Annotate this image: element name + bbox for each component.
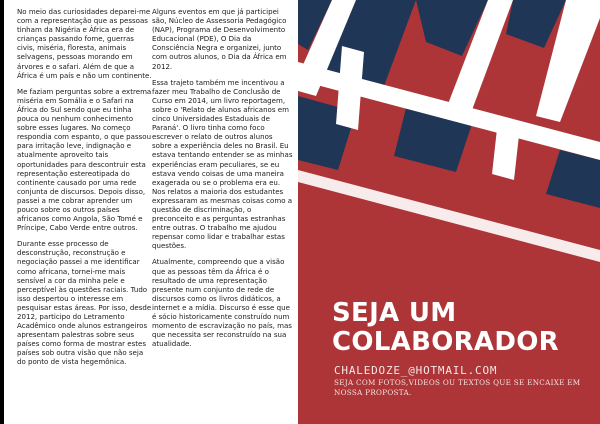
paragraph: Durante esse processo de desconstrução, reconstrução e negociação passei a me identificar como africana, tornei-me mais sensível a cor da minha pele e perceptível às questões raciais. Tudo isso despertou o interesse em pesquisar estas áreas. Por isso, desde 2012, participo do Letramento Acadêmico onde alunos estrangeiros apresentam palestras sobre seus países como forma de mostrar estes países sob outra visão que não seja do ponto de vista hegemônica. (17, 239, 152, 367)
collaborator-poster (298, 0, 600, 424)
poster-headline (332, 299, 600, 357)
poster-tagline: SEJA COM FOTOS,VIDEOS OU TEXTOS QUE SE ENCAIXE EM NOSSA PROPOSTA. (334, 378, 581, 397)
headline-line-1: SEJA UM (332, 298, 457, 328)
left-edge-bar (0, 0, 4, 424)
paragraph: No meio das curiosidades deparei-me com a representação que as pessoas tinham da Nigéria e África era de crianças passando fome, guerras civis, miséria, floresta, animais selvagens, pessoas morando em árvores e o safari. Além de que a África é um país e não um continente. (17, 7, 152, 80)
headline-line-2: COLABORADOR (332, 327, 559, 357)
text-column-right (152, 7, 293, 355)
geometric-stripe-pattern (298, 0, 600, 424)
paragraph: Alguns eventos em que já participei são, Núcleo de Assessoria Pedagógico (NAP), Programa de Desenvolvimento Educacional (PDE), O Dia da Consciência Negra e organizei, junto com outros alunos, o Dia da África em 2012. (152, 7, 287, 71)
paragraph: Atualmente, compreendo que a visão que as pessoas têm da África é o resultado de uma representação presente num conjunto de rede de discursos como os livros didáticos, a internet e a mídia. Discurso é esse que é sócio historicamente construído num momento de escravização no país, mas que necessita ser reconstruído na sua atualidade. (152, 257, 292, 349)
text-column-left (17, 7, 154, 374)
paragraph: Essa trajeto também me incentivou a fazer meu Trabalho de Conclusão de Curso em 2014, um livro reportagem, sobre o 'Relato de alunos africanos em cinco Universidades Estaduais de Paraná'. O livro tinha como foco escrever o relato de outros alunos sobre a experiência deles no Brasil. Eu estava tentando entender se as minhas experiências eram peculiares, se eu estava vendo coisas de uma maneira exagerada ou se o problema era eu. Nos relatos a maioria dos estudantes expressaram as mesmas coisas como a questão de discriminação, o preconceito e as perguntas estranhas entre outras. O trabalho me ajudou repensar como lidar e trabalhar estas questões. (152, 77, 293, 251)
contact-email[interactable]: CHALEDOZE_@HOTMAIL.COM (334, 364, 498, 377)
paragraph: Me faziam perguntas sobre a extrema miséria em Somália e o Safari na África do Sul sendo que eu tinha pouca ou nenhum conhecimento sobre esses lugares. No começo respondia com espanto, o que passou para irritação leve, indignação e atualmente aproveito tais oportunidades para descontruir esta representação estereotipada do continente causado por uma rede conjunta de discursos. Depois disso, passei a me cobrar aprender um pouco sobre os outros países africanos como Angola, São Tomé e Príncipe, Cabo Verde entre outros. (17, 86, 152, 233)
